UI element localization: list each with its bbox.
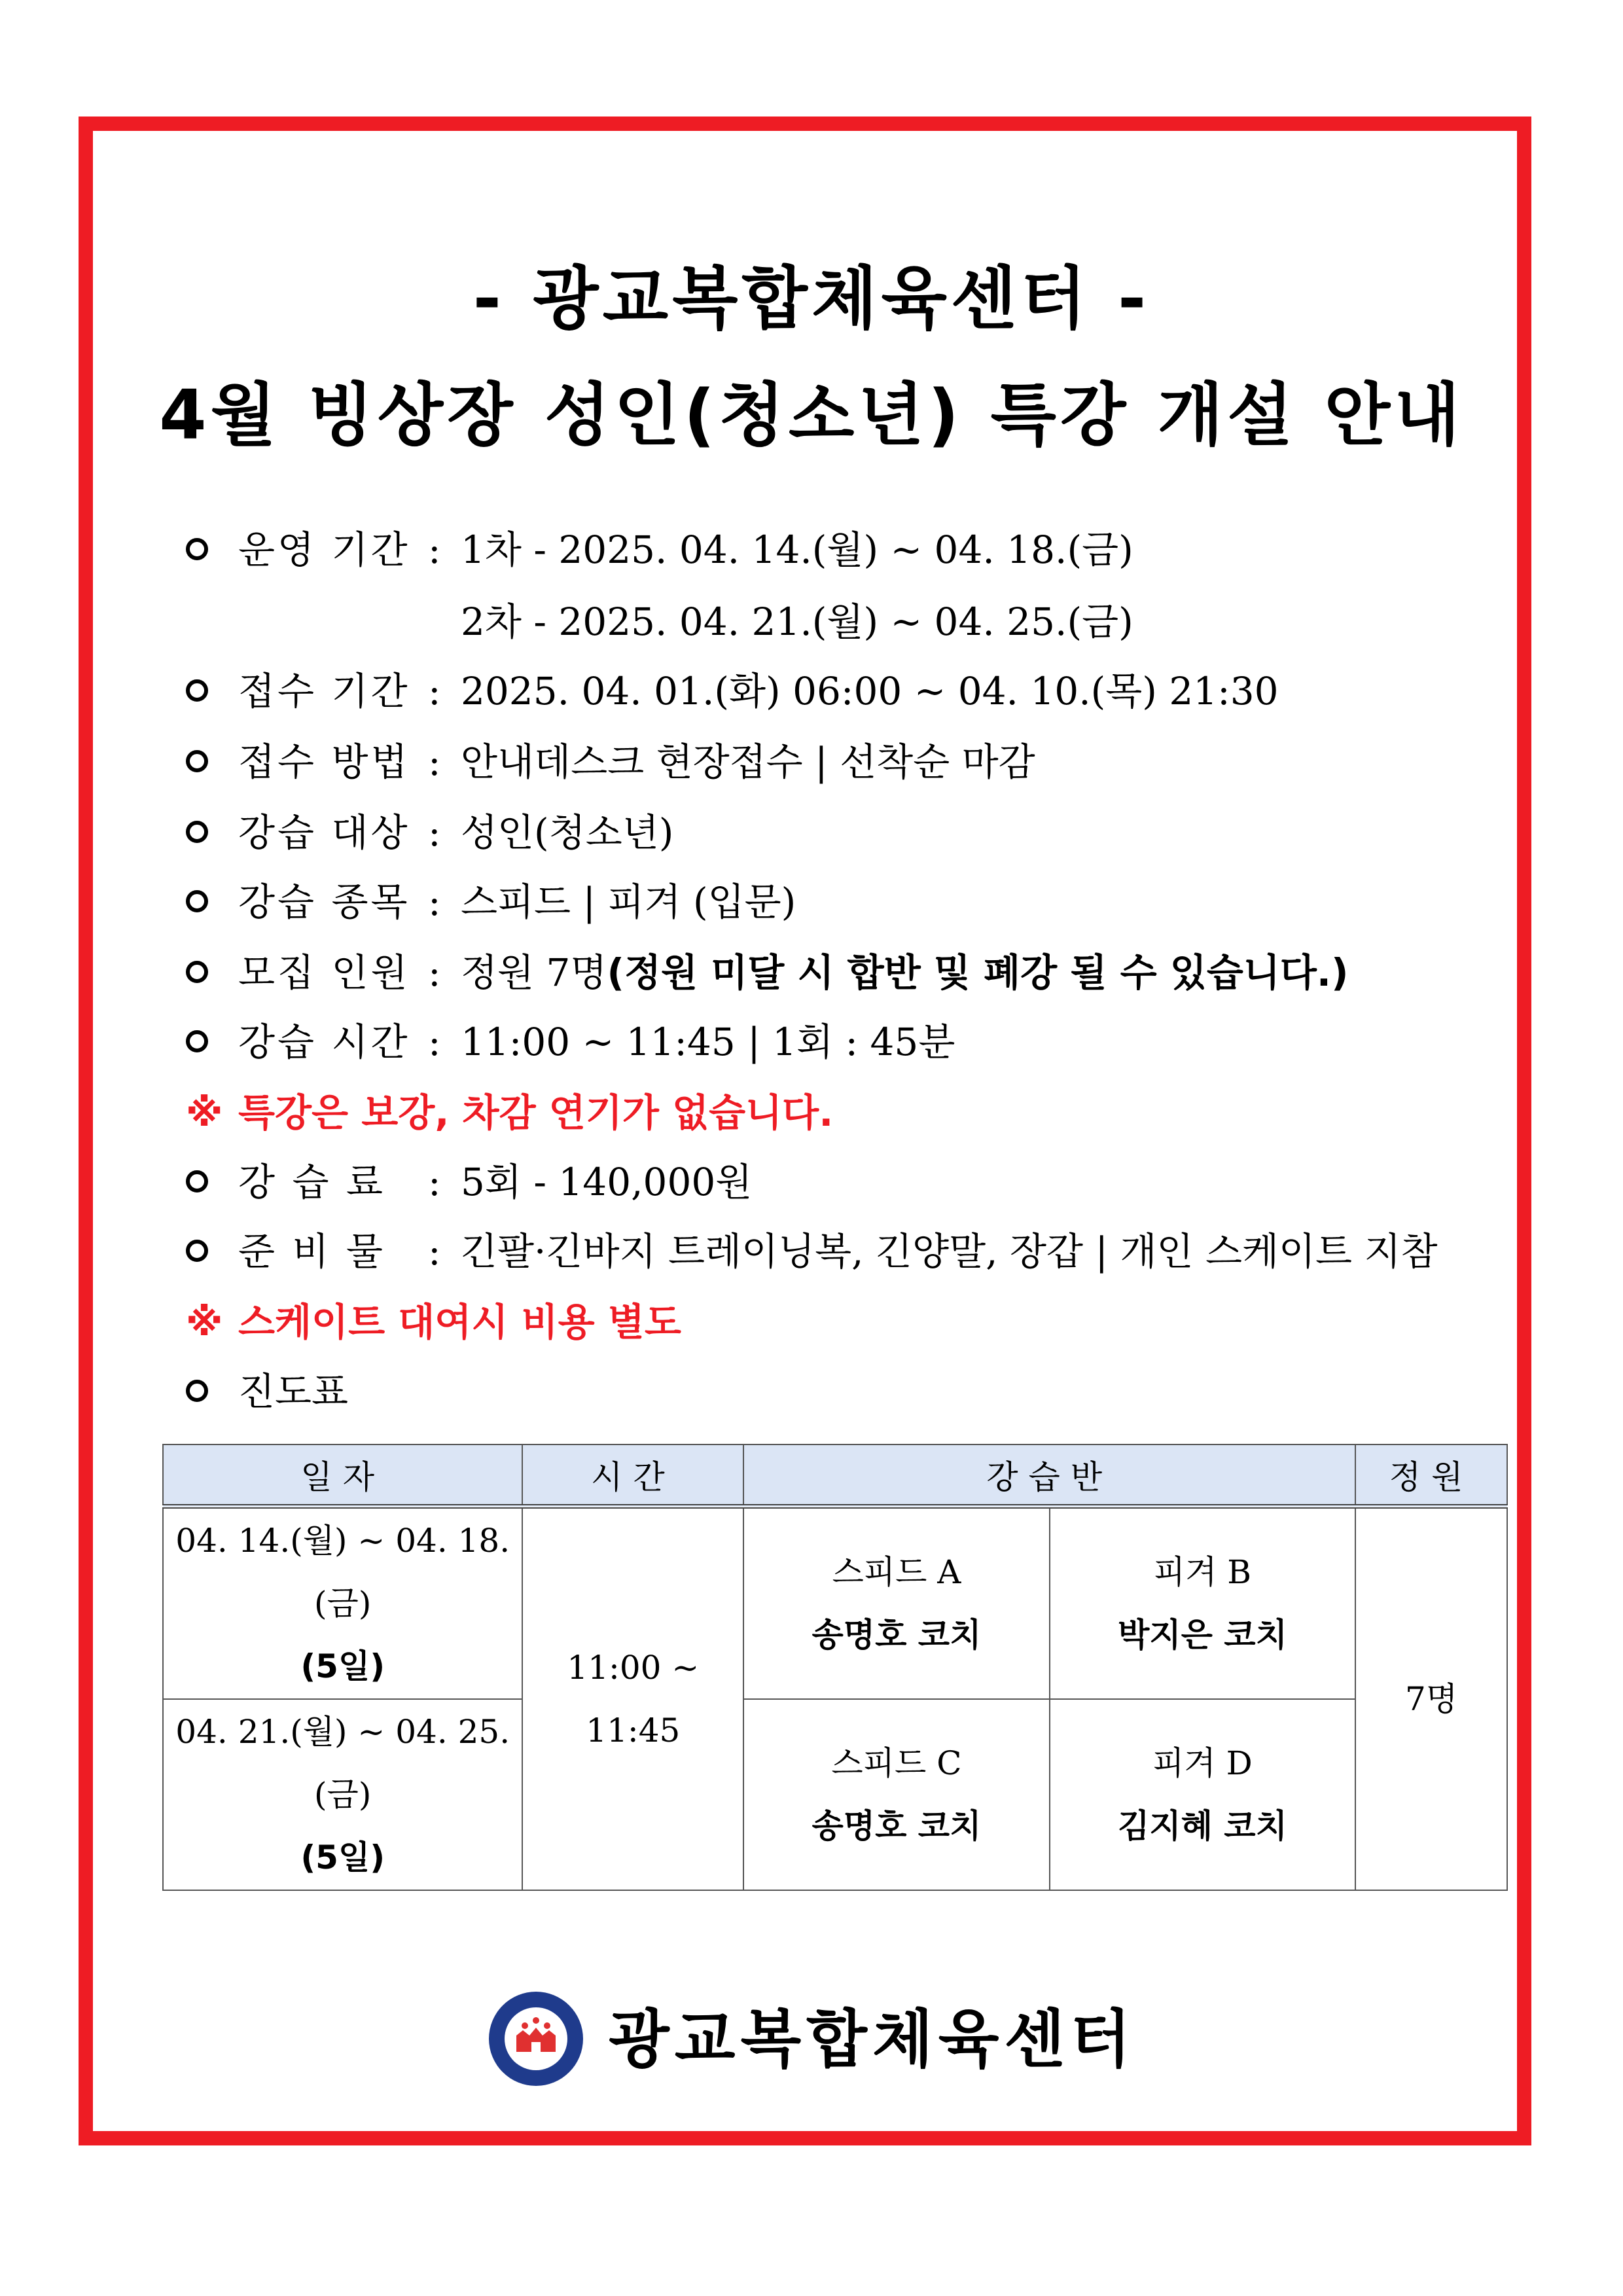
header-time: 시간 [522, 1444, 743, 1507]
info-row-event: 강습 종목 : 스피드 | 피겨 (입문) [186, 876, 796, 928]
capacity-value: 정원 7명 [461, 950, 607, 995]
event-value: 스피드 | 피겨 (입문) [461, 880, 796, 924]
info-row-capacity: 모집 인원 : 정원 7명(정원 미달 시 합반 및 폐강 될 수 있습니다.) [186, 946, 1348, 999]
capacity-cell: 7명 [1355, 1507, 1507, 1891]
circle-bullet-icon [186, 1170, 208, 1193]
time-value: 11:00 ~ 11:45 | 1회 : 45분 [461, 1020, 955, 1064]
time-cell: 11:00 ~ 11:45 [522, 1507, 743, 1891]
info-row-period-2 [461, 596, 1133, 648]
circle-bullet-icon [186, 821, 208, 843]
center-title: - 광교복합체육센터 - [473, 259, 1150, 338]
table-header-row [163, 1444, 1507, 1507]
circle-bullet-icon [186, 890, 208, 912]
info-row-target: 강습 대상 : 성인(청소년) [186, 806, 673, 859]
circle-bullet-icon [186, 538, 208, 560]
class-cell: 스피드 C 송명호 코치 [743, 1699, 1049, 1890]
circle-bullet-icon [186, 679, 208, 702]
header-date: 일자 [163, 1444, 522, 1507]
sports-council-logo-icon [487, 1990, 585, 2088]
info-row-schedule [186, 1365, 348, 1418]
target-value: 성인(청소년) [461, 810, 674, 855]
method-value: 안내데스크 현장접수 | 선착순 마감 [461, 740, 1035, 784]
info-row-method: 접수 방법 : 안내데스크 현장접수 | 선착순 마감 [186, 736, 1035, 788]
info-row-supplies: 준 비 물 : 긴팔·긴바지 트레이닝복, 긴양말, 장갑 | 개인 스케이트 지참 [186, 1225, 1438, 1278]
class-cell: 피겨 B 박지은 코치 [1050, 1507, 1355, 1700]
circle-bullet-icon [186, 961, 208, 983]
circle-bullet-icon [186, 1380, 208, 1402]
fee-value: 5회 - 140,000원 [461, 1160, 753, 1204]
table-row [163, 1699, 1507, 1890]
capacity-note: (정원 미달 시 합반 및 폐강 될 수 있습니다.) [607, 950, 1349, 995]
footer-center-name: 광교복합체육센터 [609, 2003, 1136, 2076]
note-no-makeup: ※ 특강은 보강, 차감 연기가 없습니다. [186, 1090, 834, 1135]
class-cell: 피겨 D 김지혜 코치 [1050, 1699, 1355, 1890]
schedule-label: 진도표 [238, 1369, 349, 1414]
header-class: 강습반 [743, 1444, 1355, 1507]
period-2-value: 2차 - 2025. 04. 21.(월) ~ 04. 25.(금) [461, 600, 1133, 644]
circle-bullet-icon [186, 750, 208, 772]
date-cell: 04. 14.(월) ~ 04. 18.(금) (5일) [163, 1507, 522, 1700]
note-skate-rental: ※ 스케이트 대여시 비용 별도 [186, 1300, 681, 1344]
info-row-time: 강습 시간 : 11:00 ~ 11:45 | 1회 : 45분 [186, 1016, 955, 1068]
notice-title: 4월 빙상장 성인(청소년) 특강 개설 안내 [159, 375, 1464, 455]
info-row-period: 운영 기간 : 1차 - 2025. 04. 14.(월) ~ 04. 18.(금) [186, 524, 1133, 576]
registration-value: 2025. 04. 01.(화) 06:00 ~ 04. 10.(목) 21:30 [461, 669, 1279, 713]
table-row [163, 1507, 1507, 1700]
circle-bullet-icon [186, 1030, 208, 1052]
class-cell: 스피드 A 송명호 코치 [743, 1507, 1049, 1700]
info-row-fee: 강 습 료 : 5회 - 140,000원 [186, 1156, 752, 1208]
period-1-value: 1차 - 2025. 04. 14.(월) ~ 04. 18.(금) [461, 528, 1133, 572]
supplies-value: 긴팔·긴바지 트레이닝복, 긴양말, 장갑 | 개인 스케이트 지참 [461, 1229, 1438, 1274]
date-cell: 04. 21.(월) ~ 04. 25.(금) (5일) [163, 1699, 522, 1890]
schedule-table [162, 1444, 1508, 1891]
info-row-registration: 접수 기간 : 2025. 04. 01.(화) 06:00 ~ 04. 10.(목) 21:30 [186, 665, 1279, 717]
header-capacity: 정원 [1355, 1444, 1507, 1507]
circle-bullet-icon [186, 1240, 208, 1262]
footer [0, 1990, 1623, 2093]
